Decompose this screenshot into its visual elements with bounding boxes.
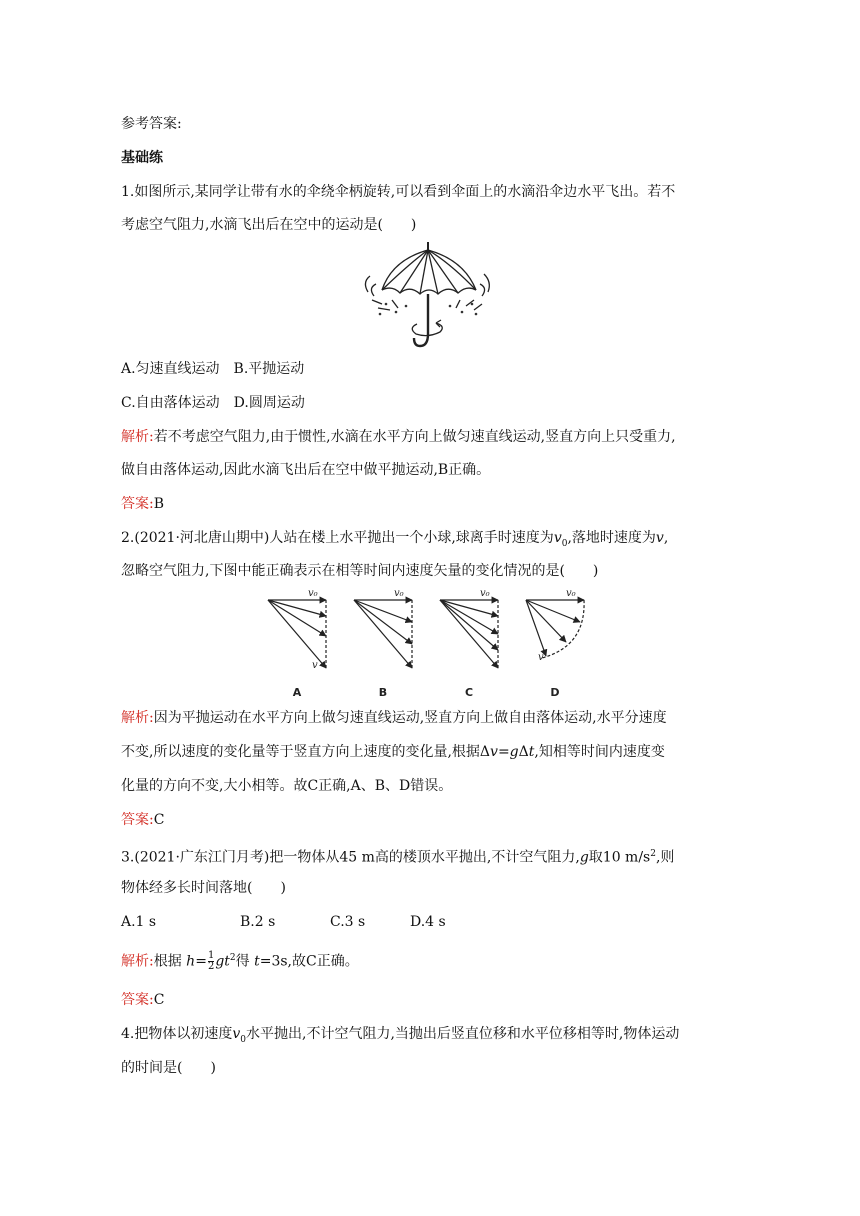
q3-stem-text-b: 取10 m/s: [588, 849, 651, 866]
velocity-vector-figures: [260, 586, 596, 702]
analysis-text-b: ,知相等时间内速度变: [534, 744, 665, 760]
squared-superscript: 2: [229, 953, 236, 963]
squared-superscript: 2: [650, 849, 656, 859]
g-symbol: g: [579, 849, 589, 866]
q3-stem-text-a: 3.(2021·广东江门月考)把一物体从45 m高的楼顶水平抛出,不计空气阻力,: [121, 849, 580, 866]
q2-answer: [121, 810, 164, 830]
analysis-text: 若不考虑空气阻力,由于惯性,水滴在水平方向上做匀速直线运动,竖直方向上只受重力,: [153, 429, 676, 445]
figure-label-d: D: [550, 686, 560, 699]
figure-label-a: A: [292, 686, 302, 699]
v0-symbol: v: [553, 530, 562, 546]
v0-subscript: 0: [561, 538, 568, 549]
q3-stem-line1: [121, 844, 674, 868]
q1-stem-line1: 1.如图所示,某同学让带有水的伞绕伞柄旋转,可以看到伞面上的水滴沿伞边水平飞出。若不: [121, 184, 676, 200]
q2-stem-text-c: ,: [663, 530, 669, 546]
v0-label-c: v₀: [480, 588, 490, 599]
q4-stem-line2: 的时间是( ): [121, 1060, 216, 1076]
q3-analysis: [121, 948, 359, 972]
q4-stem-text-a: 4.把物体以初速度: [121, 1026, 233, 1042]
q4-stem-text-b: 水平抛出,不计空气阻力,当抛出后竖直位移和水平位移相等时,物体运动: [246, 1026, 680, 1042]
v0-symbol: v: [232, 1026, 241, 1042]
v-symbol: v: [655, 530, 664, 546]
q1-options-row2: C.自由落体运动 D.圆周运动: [121, 395, 305, 411]
umbrella-figure: [362, 238, 494, 352]
answer-value: B: [153, 496, 165, 512]
answers-title: 参考答案:: [121, 116, 182, 132]
q2-analysis-line2: [121, 742, 665, 762]
q1-options-row1: A.匀速直线运动 B.平抛运动: [121, 361, 305, 377]
g-symbol: g: [509, 744, 519, 760]
q3-option-b: B.2 s: [240, 914, 276, 930]
figure-c: [440, 600, 498, 668]
analysis-text: 因为平抛运动在水平方向上做匀速直线运动,竖直方向上做自由落体运动,水平分速度: [153, 710, 667, 726]
q1-analysis-line2: 做自由落体运动,因此水滴飞出后在空中做平抛运动,B正确。: [121, 462, 491, 478]
delta-symbol: Δ: [518, 744, 529, 760]
answer-label: 答案:: [121, 992, 154, 1008]
delta-v-symbol: v: [490, 744, 498, 760]
equals-sign: =: [195, 953, 207, 970]
analysis-label: 解析:: [121, 429, 154, 445]
figure-a: [268, 600, 326, 668]
v-label-a: v: [312, 660, 318, 671]
fraction-denominator: 2: [207, 961, 215, 973]
q3-option-c: C.3 s: [330, 914, 366, 930]
answer-value: C: [153, 812, 165, 828]
q2-analysis-line1: [121, 708, 667, 728]
one-half-fraction: [208, 951, 214, 972]
q2-stem-text-a: 2.(2021·河北唐山期中)人站在楼上水平抛出一个小球,球离手时速度为: [121, 530, 554, 546]
analysis-text-post: =3s,故C正确。: [259, 953, 359, 970]
analysis-text-mid: 得: [235, 953, 250, 970]
v0-label-a: v₀: [308, 588, 318, 599]
q1-answer: [121, 494, 164, 514]
t-symbol: t: [528, 744, 535, 760]
q3-stem-line2: 物体经多长时间落地( ): [121, 880, 286, 896]
q3-stem-text-c: ,则: [655, 849, 675, 866]
figure-b: [354, 600, 412, 668]
q4-stem-line1: [121, 1024, 679, 1050]
q1-analysis-line1: [121, 427, 676, 447]
figure-label-b: B: [378, 686, 388, 699]
v0-label-b: v₀: [394, 588, 404, 599]
q3-option-a: A.1 s: [121, 914, 157, 930]
q2-stem-text-b: ,落地时速度为: [567, 530, 656, 546]
answer-label: 答案:: [121, 812, 154, 828]
q3-answer: [121, 990, 164, 1010]
answer-value: C: [153, 992, 165, 1008]
q3-option-d: D.4 s: [410, 914, 446, 930]
analysis-text-a: 不变,所以速度的变化量等于竖直方向上速度的变化量,根据Δ: [121, 744, 491, 760]
h-symbol: h: [186, 953, 196, 970]
analysis-label: 解析:: [121, 710, 154, 726]
q1-stem-line2: 考虑空气阻力,水滴飞出后在空中的运动是( ): [121, 217, 417, 233]
gt-symbol: gt: [215, 953, 230, 970]
v0-label-d: v₀: [566, 588, 576, 599]
figure-label-c: C: [464, 686, 474, 699]
t-symbol: t: [254, 953, 260, 970]
fraction-numerator: 1: [207, 950, 215, 962]
v-label-d: v: [538, 652, 544, 663]
section-title: 基础练: [121, 150, 163, 166]
analysis-label: 解析:: [121, 953, 154, 970]
answer-label: 答案:: [121, 496, 154, 512]
q2-stem-line2: 忽略空气阻力,下图中能正确表示在相等时间内速度矢量的变化情况的是( ): [121, 563, 599, 579]
figure-d: [526, 600, 584, 658]
v0-subscript: 0: [240, 1034, 247, 1045]
q2-stem-line1: [121, 528, 668, 554]
q2-analysis-line3: 化量的方向不变,大小相等。故C正确,A、B、D错误。: [121, 778, 453, 794]
equals-sign: =: [497, 744, 510, 760]
analysis-text-pre: 根据: [153, 953, 182, 970]
